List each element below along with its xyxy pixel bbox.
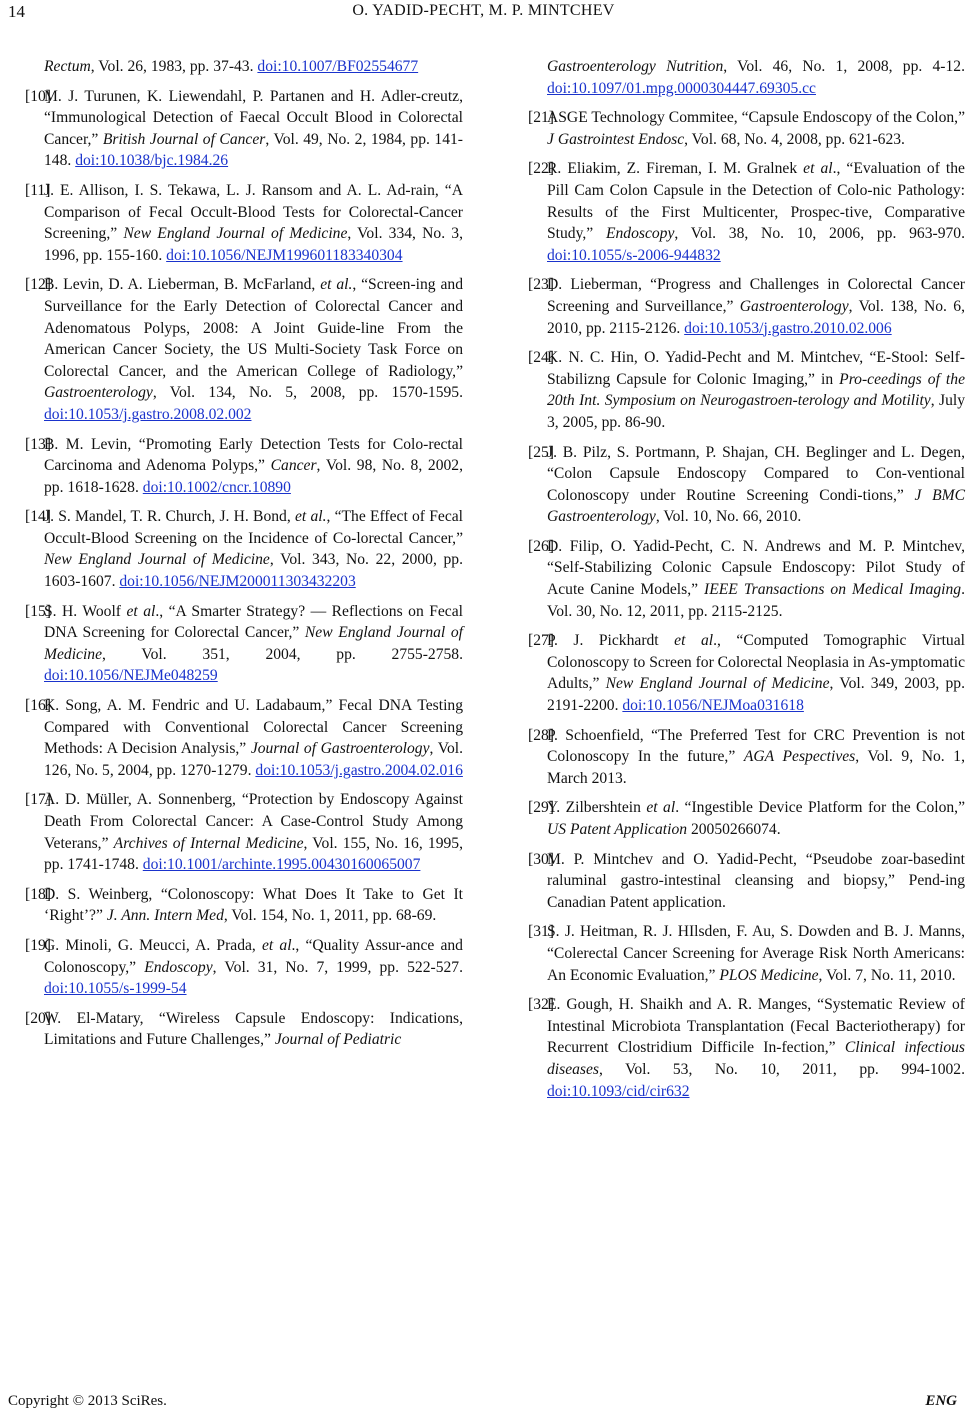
reference-item <box>25 274 463 425</box>
italic-text: J Gastrointest Endosc <box>547 130 685 148</box>
doi-link[interactable]: doi:10.1056/NEJMoa031618 <box>622 697 804 715</box>
copyright: Copyright © 2013 SciRes. <box>8 1393 167 1409</box>
italic-text: New England Journal of Medicine <box>123 225 348 243</box>
italic-text: et al <box>803 160 833 178</box>
reference-number: [19] <box>25 936 51 954</box>
doi-link[interactable]: doi:10.1001/archinte.1995.00430160065007 <box>142 856 421 874</box>
italic-text: US Patent Application <box>547 821 688 838</box>
ref-text: 20050266074. <box>687 821 781 838</box>
italic-text: Endoscopy <box>605 225 675 243</box>
ref-text: , Vol. 154, No. 1, 2011, pp. 68-69. <box>223 907 437 925</box>
italic-text: et al. <box>294 508 327 526</box>
reference-number: [22] <box>528 160 554 178</box>
ref-text: , Vol. 98, No. 8, 2002, pp. 1618-1628. <box>44 457 463 496</box>
reference-number: [29] <box>528 799 554 817</box>
reference-item <box>528 921 965 986</box>
italic-text: PLOS Medicine <box>719 966 819 984</box>
right-column <box>528 56 965 1110</box>
ref-text: , “Screen-ing and Surveillance for the Early Detection of Colorectal Cancer and Adenomatous Polyps, 2008: A Joint Guide-line From the American Cancer Society, the US Multi-Society Task Force on Colorectal Cancer, and the American College of Radiology,” <box>44 276 463 380</box>
ref-text: , Vol. 343, No. 22, 2000, pp. 1603-1607. <box>44 551 463 591</box>
doi-link[interactable]: doi:10.1053/j.gastro.2010.02.006 <box>684 319 892 337</box>
doi-link[interactable]: doi:10.1053/j.gastro.2004.02.016 <box>255 761 463 779</box>
italic-text: et al <box>126 602 156 620</box>
reference-number: [28] <box>528 726 554 744</box>
left-column <box>25 56 463 1059</box>
ref-text: ., “Quality Assur-ance and Colonoscopy,” <box>44 936 463 976</box>
ref-text: , Vol. 9, No. 1, March 2013. <box>547 748 965 787</box>
reference-continuation <box>44 56 463 78</box>
running-head: O. YADID-PECHT, M. P. MINTCHEV <box>352 2 615 19</box>
reference-item <box>25 434 463 499</box>
italic-text: New England Journal of Medicine <box>605 675 830 693</box>
doi-link[interactable]: doi:10.1038/bjc.1984.26 <box>75 152 229 170</box>
italic-text: Archives of Internal Medicine <box>113 834 304 852</box>
ref-text: D. Filip, O. Yadid-Pecht, C. N. Andrews and M. P. Mintchev, “Self-Stabilizing Colonic Capsule Endoscopy: Pilot Study of Acute Canine Models,” <box>547 537 965 599</box>
ref-text: ., “Evaluation of the Pill Cam Colon Capsule in the Detection of Colo-nic Pathology: Results of the First Multicenter, Prospec-tive, Comparative Study,” <box>547 160 965 243</box>
doi-link[interactable]: doi:10.1007/BF02554677 <box>257 58 419 75</box>
reference-number: [25] <box>528 443 554 461</box>
ref-text: R. Eliakim, Z. Fireman, I. M. Gralnek <box>547 160 804 178</box>
reference-number: [23] <box>528 276 554 294</box>
ref-text: S. J. Heitman, R. J. HIlsden, F. Au, S. Dowden and B. J. Manns, “Colerectal Cancer Screening for Average Risk North Americans: An Economic Evaluation,” <box>547 923 965 984</box>
italic-text: Rectum <box>44 58 91 75</box>
reference-number: [13] <box>25 435 51 453</box>
ref-text: , Vol. 68, No. 4, 2008, pp. 621-623. <box>684 130 905 148</box>
reference-item <box>528 630 966 716</box>
doi-link[interactable]: doi:10.1002/cncr.10890 <box>142 478 291 496</box>
reference-item <box>25 180 463 266</box>
reference-number: [11] <box>25 181 51 199</box>
ref-text: . “Ingestible Device Platform for the Colon,” <box>675 799 966 817</box>
italic-text: British Journal of Cancer <box>102 130 266 148</box>
reference-item <box>25 789 463 875</box>
italic-text: Gastroenterology <box>44 384 153 402</box>
reference-item <box>528 158 965 266</box>
doi-link[interactable]: doi:10.1053/j.gastro.2008.02.002 <box>44 405 252 423</box>
reference-number: [14] <box>25 508 51 526</box>
reference-item <box>528 536 966 622</box>
reference-number: [27] <box>528 632 554 650</box>
reference-item <box>528 442 965 528</box>
reference-number: [12] <box>25 276 51 294</box>
ref-text: , Vol. 155, No. 16, 1995, pp. 1741-1748. <box>44 834 463 874</box>
reference-number: [16] <box>25 697 51 715</box>
ref-text: , Vol. 53, No. 10, 2011, pp. 994-1002. <box>598 1060 965 1078</box>
reference-item <box>25 695 463 781</box>
italic-text: New England Journal of Medicine <box>44 624 463 663</box>
ref-text: M. P. Mintchev and O. Yadid-Pecht, “Pseudobe zoar-basedint raluminal gastro-intestinal cleansing and biopsy,” Pend-ing Canadian Patent application. <box>547 850 965 911</box>
reference-item <box>25 86 463 172</box>
ref-text: , Vol. 334, No. 3, 1996, pp. 155-160. <box>44 225 463 264</box>
reference-item <box>528 994 965 1102</box>
ref-text: , “The Effect of Fecal Occult-Blood Screening on the Incidence of Co-lorectal Cancer,” <box>44 508 463 547</box>
italic-text: Clinical infectious diseases <box>547 1039 965 1078</box>
ref-text: ASGE Technology Commitee, “Capsule Endoscopy of the Colon,” <box>547 109 965 127</box>
reference-number: [32] <box>528 996 554 1014</box>
reference-item <box>25 1008 463 1051</box>
ref-text: G. Minoli, G. Meucci, A. Prada, <box>44 936 262 954</box>
reference-item <box>528 797 966 840</box>
reference-number: [26] <box>528 537 554 555</box>
ref-text: S. H. Woolf <box>44 602 127 620</box>
reference-number: [24] <box>528 349 554 367</box>
ref-text: W. El-Matary, “Wireless Capsule Endoscopy: Indications, Limitations and Future Challenges,” <box>44 1009 463 1049</box>
ref-text: M. J. Turunen, K. Liewendahl, P. Partanen and H. Adler-creutz, “Immunological Detection of Faecal Occult Blood in Colorectal Cancer,” <box>44 87 463 148</box>
ref-text: J. B. Pilz, S. Portmann, P. Shajan, CH. Beglinger and L. Degen, “Colon Capsule Endoscopy Compared to Con-ventional Colonoscopy under Routine Screening Condi-tions,” <box>547 443 965 504</box>
ref-text: , Vol. 138, No. 6, 2010, pp. 2115-2126. <box>547 297 965 337</box>
ref-text: K. N. C. Hin, O. Yadid-Pecht and M. Mintchev, “E-Stool: Self-Stabilizng Capsule for Colonic Imaging,” in <box>547 349 965 388</box>
italic-text: IEEE Transactions on Medical Imaging <box>704 581 962 599</box>
page-number: 14 <box>8 2 25 21</box>
ref-text: , Vol. 351, 2004, pp. 2755-2758. <box>102 645 463 663</box>
reference-number: [17] <box>25 791 51 809</box>
doi-link[interactable]: doi:10.1093/cid/cir632 <box>547 1082 690 1100</box>
ref-text: , Vol. 349, 2003, pp. 2191-2200. <box>547 675 966 715</box>
italic-text: et al <box>674 632 714 650</box>
italic-text: Journal of Pediatric <box>274 1031 402 1049</box>
italic-text: Pro-ceedings of the 20th Int. Symposium on Neurogastroen-terology and Motility <box>547 370 965 410</box>
ref-text: . Vol. 30, No. 12, 2011, pp. 2115-2125. <box>547 581 966 620</box>
ref-text: Y. Zilbershtein <box>547 799 647 817</box>
italic-text: AGA Pespectives <box>743 748 856 766</box>
ref-text: , Vol. 38, No. 10, 2006, pp. 963-970. <box>674 225 965 243</box>
reference-item <box>25 935 463 1000</box>
reference-continuation <box>547 56 965 99</box>
ref-text: , Vol. 31, No. 7, 1999, pp. 522-527. <box>212 958 463 976</box>
italic-text: Gastroenterology <box>739 297 849 315</box>
ref-text: J. E. Allison, I. S. Tekawa, L. J. Ransom and A. L. Ad-rain, “A Comparison of Fecal Occult-Blood Tests for Colorectal-Cancer Screening,” <box>44 181 463 243</box>
reference-item <box>25 506 463 592</box>
italic-text: Endoscopy <box>144 958 213 976</box>
ref-text: B. Levin, D. A. Lieberman, B. McFarland, <box>44 276 321 294</box>
reference-number: [20] <box>25 1009 51 1027</box>
reference-number: [21] <box>528 109 554 127</box>
ref-text: P. J. Pickhardt <box>547 632 675 650</box>
reference-item <box>528 725 965 790</box>
italic-text: et al. <box>320 276 353 294</box>
doi-link[interactable]: doi:10.1055/s-2006-944832 <box>547 246 721 264</box>
ref-text: ., “Computed Tomographic Virtual Colonoscopy to Screen for Colorectal Neoplasia in As-ymptomatic Adults,” <box>547 632 965 693</box>
italic-text: Cancer <box>270 457 317 475</box>
reference-item <box>528 849 965 914</box>
ref-text: , Vol. 10, No. 66, 2010. <box>655 508 802 526</box>
doi-link[interactable]: doi:10.1056/NEJM199601183340304 <box>166 246 403 264</box>
italic-text: New England Journal of Medicine <box>44 551 270 569</box>
ref-text: , Vol. 134, No. 5, 2008, pp. 1570-1595. <box>152 384 463 402</box>
ref-text: , Vol. 46, No. 1, 2008, pp. 4-12. <box>723 58 965 75</box>
ref-text: B. M. Levin, “Promoting Early Detection Tests for Colo-rectal Carcinoma and Adenoma Polyps,” <box>44 435 463 475</box>
ref-text: E. Gough, H. Shaikh and A. R. Manges, “Systematic Review of Intestinal Microbiota Transplantation (Fecal Bacteriotherapy) for Recurrent Clostridium Difficile In-fection,” <box>547 996 965 1057</box>
italic-text: et al <box>261 936 292 954</box>
italic-text: Gastroenterology Nutrition <box>547 58 724 75</box>
ref-text: , July 3, 2005, pp. 86-90. <box>547 392 965 431</box>
reference-item <box>25 601 463 687</box>
reference-item <box>528 107 965 150</box>
ref-text: ., “A Smarter Strategy? — Reflections on Fecal DNA Screening for Colorectal Cancer,” <box>44 602 463 642</box>
journal-name: ENG <box>925 1393 957 1409</box>
reference-number: [15] <box>25 602 51 620</box>
italic-text: J BMC Gastroenterology <box>547 486 965 526</box>
ref-text: , Vol. 26, 1983, pp. 37-43. <box>90 58 258 75</box>
doi-link[interactable]: doi:10.1055/s-1999-54 <box>44 980 187 998</box>
ref-text: , Vol. 49, No. 2, 1984, pp. 141-148. <box>44 130 463 170</box>
italic-text: et al <box>646 799 676 817</box>
reference-number: [31] <box>528 923 554 941</box>
reference-number: [18] <box>25 885 51 903</box>
ref-text: J. S. Mandel, T. R. Church, J. H. Bond, <box>44 508 295 526</box>
italic-text: Journal of Gastroenterology <box>250 740 430 758</box>
italic-text: J. Ann. Intern Med <box>106 907 224 925</box>
reference-item <box>528 347 965 433</box>
ref-text: K. Song, A. M. Fendric and U. Ladabaum,” Fecal DNA Testing Compared with Conventional Colorectal Cancer Screening Methods: A Decision Analysis,” <box>44 697 463 758</box>
reference-number: [10] <box>25 87 51 105</box>
ref-text: A. D. Müller, A. Sonnenberg, “Protection by Endoscopy Against Death From Colorectal Cancer: A Case-Control Study Among Veterans,” <box>44 791 463 852</box>
doi-link[interactable]: doi:10.1056/NEJMe048259 <box>44 667 218 685</box>
reference-item <box>528 274 965 339</box>
ref-text: D. S. Weinberg, “Colonoscopy: What Does It Take to Get It ‘Right’?” <box>44 885 463 925</box>
doi-link[interactable]: doi:10.1056/NEJM200011303432203 <box>119 573 356 591</box>
reference-number: [30] <box>528 850 554 868</box>
doi-link[interactable]: doi:10.1097/01.mpg.0000304447.69305.cc <box>547 79 816 97</box>
ref-text: D. Lieberman, “Progress and Challenges in Colorectal Cancer Screening and Surveillance,” <box>547 276 965 315</box>
ref-text: P. Schoenfield, “The Preferred Test for CRC Prevention is not Colonoscopy In the future,” <box>547 726 965 766</box>
ref-text: , Vol. 7, No. 11, 2010. <box>818 966 956 984</box>
reference-item <box>25 884 463 927</box>
ref-text: , Vol. 126, No. 5, 2004, pp. 1270-1279. <box>44 740 463 779</box>
